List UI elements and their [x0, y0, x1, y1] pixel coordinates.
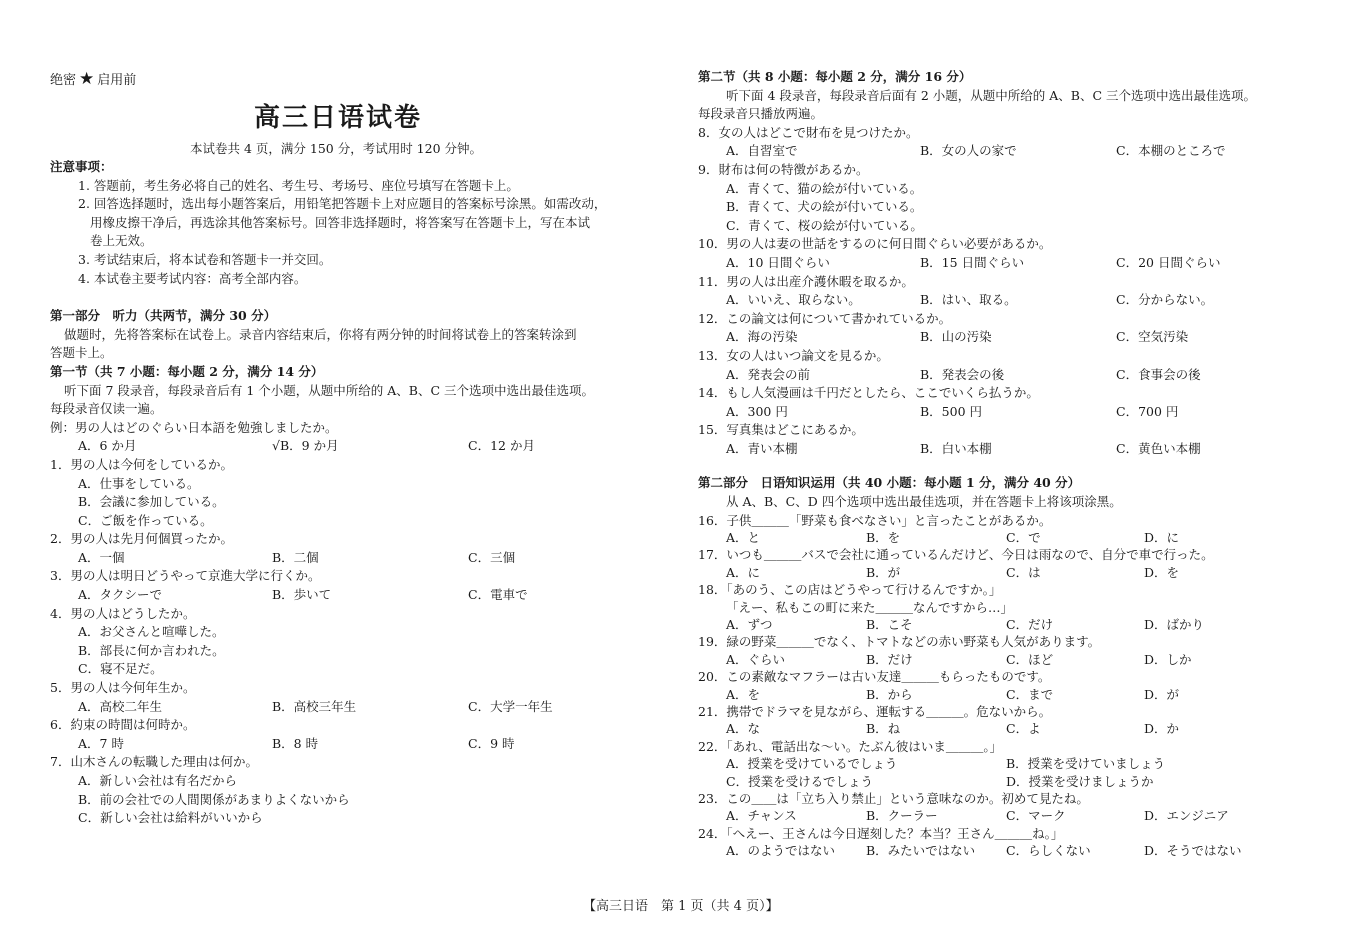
note-item: 4. 本试卷主要考试内容：高考全部内容。 [78, 270, 307, 286]
option: B．はい、取る。 [920, 292, 1017, 308]
option: A．自習室で [726, 143, 798, 159]
option: A．発表会の前 [726, 366, 811, 382]
option: D．そうではない [1144, 843, 1242, 859]
star-icon: ★ [79, 69, 95, 89]
option: B．ね [866, 721, 901, 737]
option: B．授業を受けていましょう [1006, 756, 1166, 772]
example-question: 例：男の人はどのぐらい日本語を勉強しましたか。 [50, 419, 338, 435]
note-item: 3. 考试结束后，将本试卷和答题卡一并交回。 [78, 251, 332, 267]
option: C．よ [1006, 721, 1041, 737]
options-row [50, 698, 650, 717]
part1-heading: 第一部分 听力（共两节，满分 30 分） [50, 308, 277, 324]
options-row [698, 616, 1298, 633]
options-row [698, 403, 1298, 422]
option: C．電車で [468, 587, 528, 603]
options-row [698, 529, 1298, 546]
options-row [698, 686, 1298, 703]
option: A．新しい会社は有名だから [78, 773, 238, 788]
options-row [698, 564, 1298, 581]
question: 1．男の人は今何をしているか。 [50, 456, 233, 472]
option: B．山の汚染 [920, 329, 992, 345]
section2-intro: 每段录音只播放两遍。 [698, 106, 824, 122]
option: C．三個 [468, 549, 516, 565]
question: 17．いつも＿＿＿バスで会社に通っているんだけど、今日は雨なので、自分で車で行った。 [698, 547, 1214, 563]
question: 9．財布は何の特徴があるか。 [698, 161, 869, 177]
option: C．12 か月 [468, 438, 535, 454]
question: 24．「へえー、王さんは今日遅刻した？本当？王さん＿＿＿ね。」 [698, 825, 1064, 841]
question: 7．山木さんの転職した理由は何か。 [50, 754, 258, 770]
option: C．大学一年生 [468, 698, 553, 714]
notes-heading: 注意事项： [50, 159, 113, 174]
option: A．海の汚染 [726, 329, 798, 345]
confidential-mark: 绝密 ★ 启用前 [50, 69, 137, 89]
option: B．高校三年生 [272, 698, 357, 714]
question: 6．約束の時間は何時か。 [50, 717, 196, 733]
option: C．空気汚染 [1116, 329, 1189, 345]
option: A．300 円 [726, 403, 788, 419]
question: 18．「あのう、この店はどうやって行けるんですか。」 [698, 582, 1002, 598]
option: B．クーラー [866, 808, 938, 824]
option: D．が [1144, 686, 1180, 702]
question: 13．女の人はいつ論文を見るか。 [698, 347, 889, 363]
options-row [698, 807, 1298, 824]
option: A．ぐらい [726, 651, 786, 667]
question: 10．男の人は妻の世話をするのに何日間ぐらい必要があるか。 [698, 236, 1052, 252]
option: D．授業を受けましょうか [1006, 773, 1154, 789]
option: C．寝不足だ。 [78, 661, 163, 677]
option: A．を [726, 686, 761, 702]
question: 23．この＿＿は「立ち入り禁止」という意味なのか。初めて見たね。 [698, 790, 1089, 806]
option: C．マーク [1006, 808, 1066, 824]
option: A．授業を受けているでしょう [726, 756, 898, 772]
options-row [698, 440, 1298, 459]
options-row [698, 842, 1298, 859]
option: B．を [866, 530, 901, 546]
option: B．だけ [866, 651, 913, 667]
option: A．青い本棚 [726, 440, 798, 456]
option: A．お父さんと喧嘩した。 [78, 624, 225, 640]
exam-info: 本试卷共 4 页，满分 150 分，考试用时 120 分钟。 [190, 141, 483, 156]
question: 4．男の人はどうしたか。 [50, 605, 196, 621]
option: B．白い本棚 [920, 440, 992, 456]
options-row [698, 291, 1298, 310]
option: A．一個 [78, 549, 125, 565]
option: C．700 円 [1116, 403, 1179, 419]
options-row [50, 735, 650, 754]
left-column [50, 158, 650, 828]
option: B．前の会社での人間関係があまりよくないから [78, 791, 350, 807]
option: A．チャンス [726, 808, 797, 824]
option: B．500 円 [920, 403, 983, 419]
option: C．黄色い本棚 [1116, 440, 1201, 456]
option: B．8 時 [272, 735, 319, 751]
question: 2．男の人は先月何個買ったか。 [50, 531, 233, 547]
option: C．授業を受けるでしょう [726, 773, 873, 789]
note-item: 1. 答题前，考生务必将自己的姓名、考生号、考场号、座位号填写在答题卡上。 [78, 177, 519, 193]
options-row [698, 328, 1298, 347]
question: 5．男の人は今何年生か。 [50, 680, 196, 696]
option: D．ばかり [1144, 617, 1205, 632]
option: B．から [866, 686, 913, 702]
option: C．は [1006, 564, 1041, 580]
option: A．と [726, 530, 761, 546]
option: B．が [866, 564, 901, 580]
note-item: 2. 回答选择题时，选出每小题答案后，用铅笔把答题卡上对应题目的答案标号涂黑。如需改动， [78, 196, 607, 212]
question: 15．写真集はどこにあるか。 [698, 422, 864, 438]
question: 14．もし人気漫画は千円だとしたら、ここでいくら払うか。 [698, 385, 1039, 401]
question: 21．携帯でドラマを見ながら、運転する＿＿＿。危ないから。 [698, 703, 1052, 719]
option: A．に [726, 564, 761, 580]
option: B．二個 [272, 549, 319, 565]
part1-intro: 做题时，先将答案标在试卷上。录音内容结束后，你将有两分钟的时间将试卷上的答案转涂到 [64, 326, 577, 342]
question: 20．この素敵なマフラーは古い友達＿＿＿もらったものです。 [698, 669, 1051, 685]
option: √B．9 か月 [272, 438, 339, 454]
question: 8．女の人はどこで財布を見つけたか。 [698, 124, 919, 140]
option: B．こそ [866, 617, 913, 632]
question: 11．男の人は出産介護休暇を取るか。 [698, 273, 914, 289]
option: A．10 日間ぐらい [726, 254, 830, 270]
option: A．のようではない [726, 843, 836, 859]
option: A．ずつ [726, 617, 773, 632]
part2-heading: 第二部分 日语知识运用（共 40 小题：每小题 1 分，满分 40 分） [698, 475, 1081, 491]
option: B．発表会の後 [920, 366, 1005, 382]
options-row [698, 720, 1298, 737]
option: D．か [1144, 721, 1180, 737]
option: C．本棚のところで [1116, 143, 1226, 159]
option: B．歩いて [272, 587, 332, 603]
options-row [698, 254, 1298, 273]
option: D．に [1144, 530, 1180, 546]
option: C．食事会の後 [1116, 366, 1201, 382]
option: B．会議に参加している。 [78, 494, 225, 510]
section2-intro: 听下面 4 段录音，每段录音后面有 2 小题，从题中所给的 A、B、C 三个选项中选出最佳选项。 [726, 87, 1257, 103]
section2-heading: 第二节（共 8 小题：每小题 2 分，满分 16 分） [698, 69, 972, 84]
option: C．分からない。 [1116, 292, 1214, 308]
note-item: 用橡皮擦干净后，再选涂其他答案标号。回答非选择题时，将答案写在答题卡上，写在本试 [90, 214, 591, 230]
option: B．みたいではない [866, 843, 976, 859]
question: 22．「あれ、電話出な～い。たぶん彼はいま＿＿＿。」 [698, 738, 1003, 754]
option: C．ほど [1006, 651, 1054, 667]
option: A．青くて、猫の絵が付いている。 [726, 180, 923, 196]
question: 16．子供＿＿＿「野菜も食べなさい」と言ったことがあるか。 [698, 512, 1052, 528]
option: B．15 日間ぐらい [920, 254, 1025, 270]
section1-intro: 听下面 7 段录音，每段录音后有 1 个小题，从题中所给的 A、B、C 三个选项中选出最佳选项。 [64, 382, 595, 398]
right-column [698, 68, 1298, 859]
options-row [698, 755, 1298, 772]
page-title: 高三日语试卷 [254, 103, 423, 133]
option: A．タクシーで [78, 587, 163, 603]
question: 19．緑の野菜＿＿＿でなく、トマトなどの赤い野菜も人気があります。 [698, 634, 1101, 650]
options-row [698, 651, 1298, 668]
option: C．青くて、桜の絵が付いている。 [726, 217, 923, 233]
section1-intro: 每段录音仅读一遍。 [50, 401, 163, 417]
page-footer: 【高三日语 第 1 页（共 4 页）】 [583, 899, 779, 914]
option: A．6 か月 [78, 438, 137, 454]
option: C．ご飯を作っている。 [78, 512, 213, 528]
options-row [698, 142, 1298, 161]
part2-intro: 从 A、B、C、D 四个选项中选出最佳选项，并在答题卡上将该项涂黑。 [726, 494, 1122, 510]
part1-intro: 答题卡上。 [50, 345, 113, 361]
option: B．青くて、犬の絵が付いている。 [726, 199, 923, 215]
options-row [50, 586, 650, 605]
option: D．エンジニア [1144, 808, 1229, 824]
option: C．らしくない [1006, 843, 1091, 859]
option: D．しか [1144, 651, 1192, 667]
option: C．だけ [1006, 617, 1054, 632]
section1-heading: 第一节（共 7 小题：每小题 2 分，满分 14 分） [50, 363, 324, 379]
option: C．新しい会社は給料がいいから [78, 810, 263, 826]
note-item: 卷上无效。 [90, 233, 153, 249]
question: 3．男の人は明日どうやって京進大学に行くか。 [50, 568, 321, 584]
option: A．7 時 [78, 735, 124, 751]
question-line: 「えー、私もこの町に来た＿＿＿なんですから…」 [726, 599, 1014, 615]
options-row [698, 773, 1298, 790]
option: C．で [1006, 530, 1041, 546]
options-row [50, 549, 650, 568]
question: 12．この論文は何について書かれているか。 [698, 310, 952, 326]
option: A．高校二年生 [78, 698, 163, 714]
option: B．女の人の家で [920, 143, 1017, 159]
option: C．9 時 [468, 735, 515, 751]
options-row [698, 366, 1298, 385]
example-options [50, 437, 650, 456]
option: C．20 日間ぐらい [1116, 254, 1221, 270]
option: A．仕事をしている。 [78, 475, 200, 491]
option: B．部長に何か言われた。 [78, 642, 225, 658]
option: D．を [1144, 564, 1180, 580]
option: A．いいえ、取らない。 [726, 292, 861, 308]
option: A．な [726, 721, 761, 737]
option: C．まで [1006, 686, 1054, 702]
